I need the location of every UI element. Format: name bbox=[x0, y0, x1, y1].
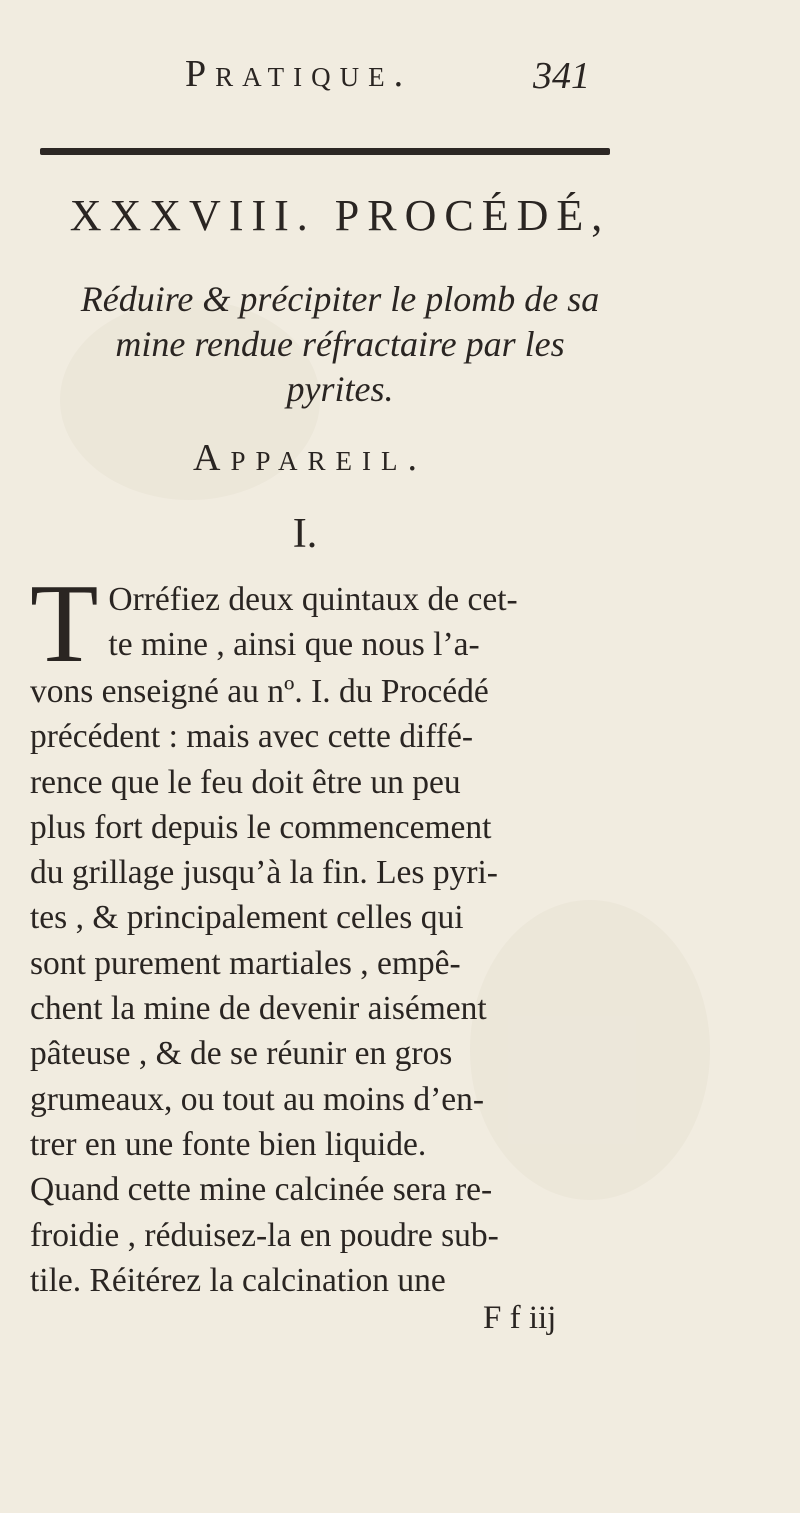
subtitle-line: mine rendue réfractaire par les bbox=[115, 324, 565, 364]
paragraph-numeral: I. bbox=[292, 511, 318, 557]
text-line: tes , & principalement celles qui bbox=[30, 899, 464, 937]
body-text bbox=[30, 562, 620, 1303]
text-line: vons enseigné au nº. I. du Procédé bbox=[30, 673, 489, 710]
page-number: 341 bbox=[533, 55, 590, 97]
subtitle-line: Réduire & précipiter le plomb de sa bbox=[80, 279, 600, 319]
text-line: te mine , ainsi que nous l’a- bbox=[108, 626, 480, 664]
section-title: Appareil. bbox=[193, 437, 427, 479]
subtitle-line: pyrites. bbox=[286, 369, 394, 409]
text-line: sont purement martiales , empê- bbox=[30, 944, 461, 982]
running-head bbox=[0, 52, 800, 102]
text-line: chent la mine de devenir aisément bbox=[30, 990, 487, 1028]
header-rule bbox=[40, 148, 610, 155]
text-line: froidie , réduisez-la en poudre sub- bbox=[30, 1216, 499, 1254]
drop-cap: T bbox=[30, 562, 99, 686]
text-line: précédent : mais avec cette diffé- bbox=[30, 718, 474, 756]
catchword: F f iij bbox=[483, 1300, 557, 1336]
text-line: grumeaux, ou tout au moins d’en- bbox=[30, 1080, 485, 1118]
running-head-title: Pratique. bbox=[185, 53, 413, 95]
text-line: tile. Réitérez la calcination une bbox=[30, 1261, 446, 1299]
text-line: Quand cette mine calcinée sera re- bbox=[30, 1171, 493, 1209]
text-line: plus fort depuis le commencement bbox=[30, 808, 492, 846]
text-line: rence que le feu doit être un peu bbox=[30, 763, 461, 801]
procedure-heading: XXXVIII. PROCÉDÉ, bbox=[69, 191, 611, 240]
text-line: Orréfiez deux quintaux de cet- bbox=[108, 581, 518, 618]
text-line: pâteuse , & de se réunir en gros bbox=[30, 1035, 453, 1073]
procedure-subtitle bbox=[30, 277, 650, 412]
text-line: du grillage jusqu’à la fin. Les pyri- bbox=[30, 854, 498, 892]
text-line: trer en une fonte bien liquide. bbox=[30, 1125, 427, 1163]
